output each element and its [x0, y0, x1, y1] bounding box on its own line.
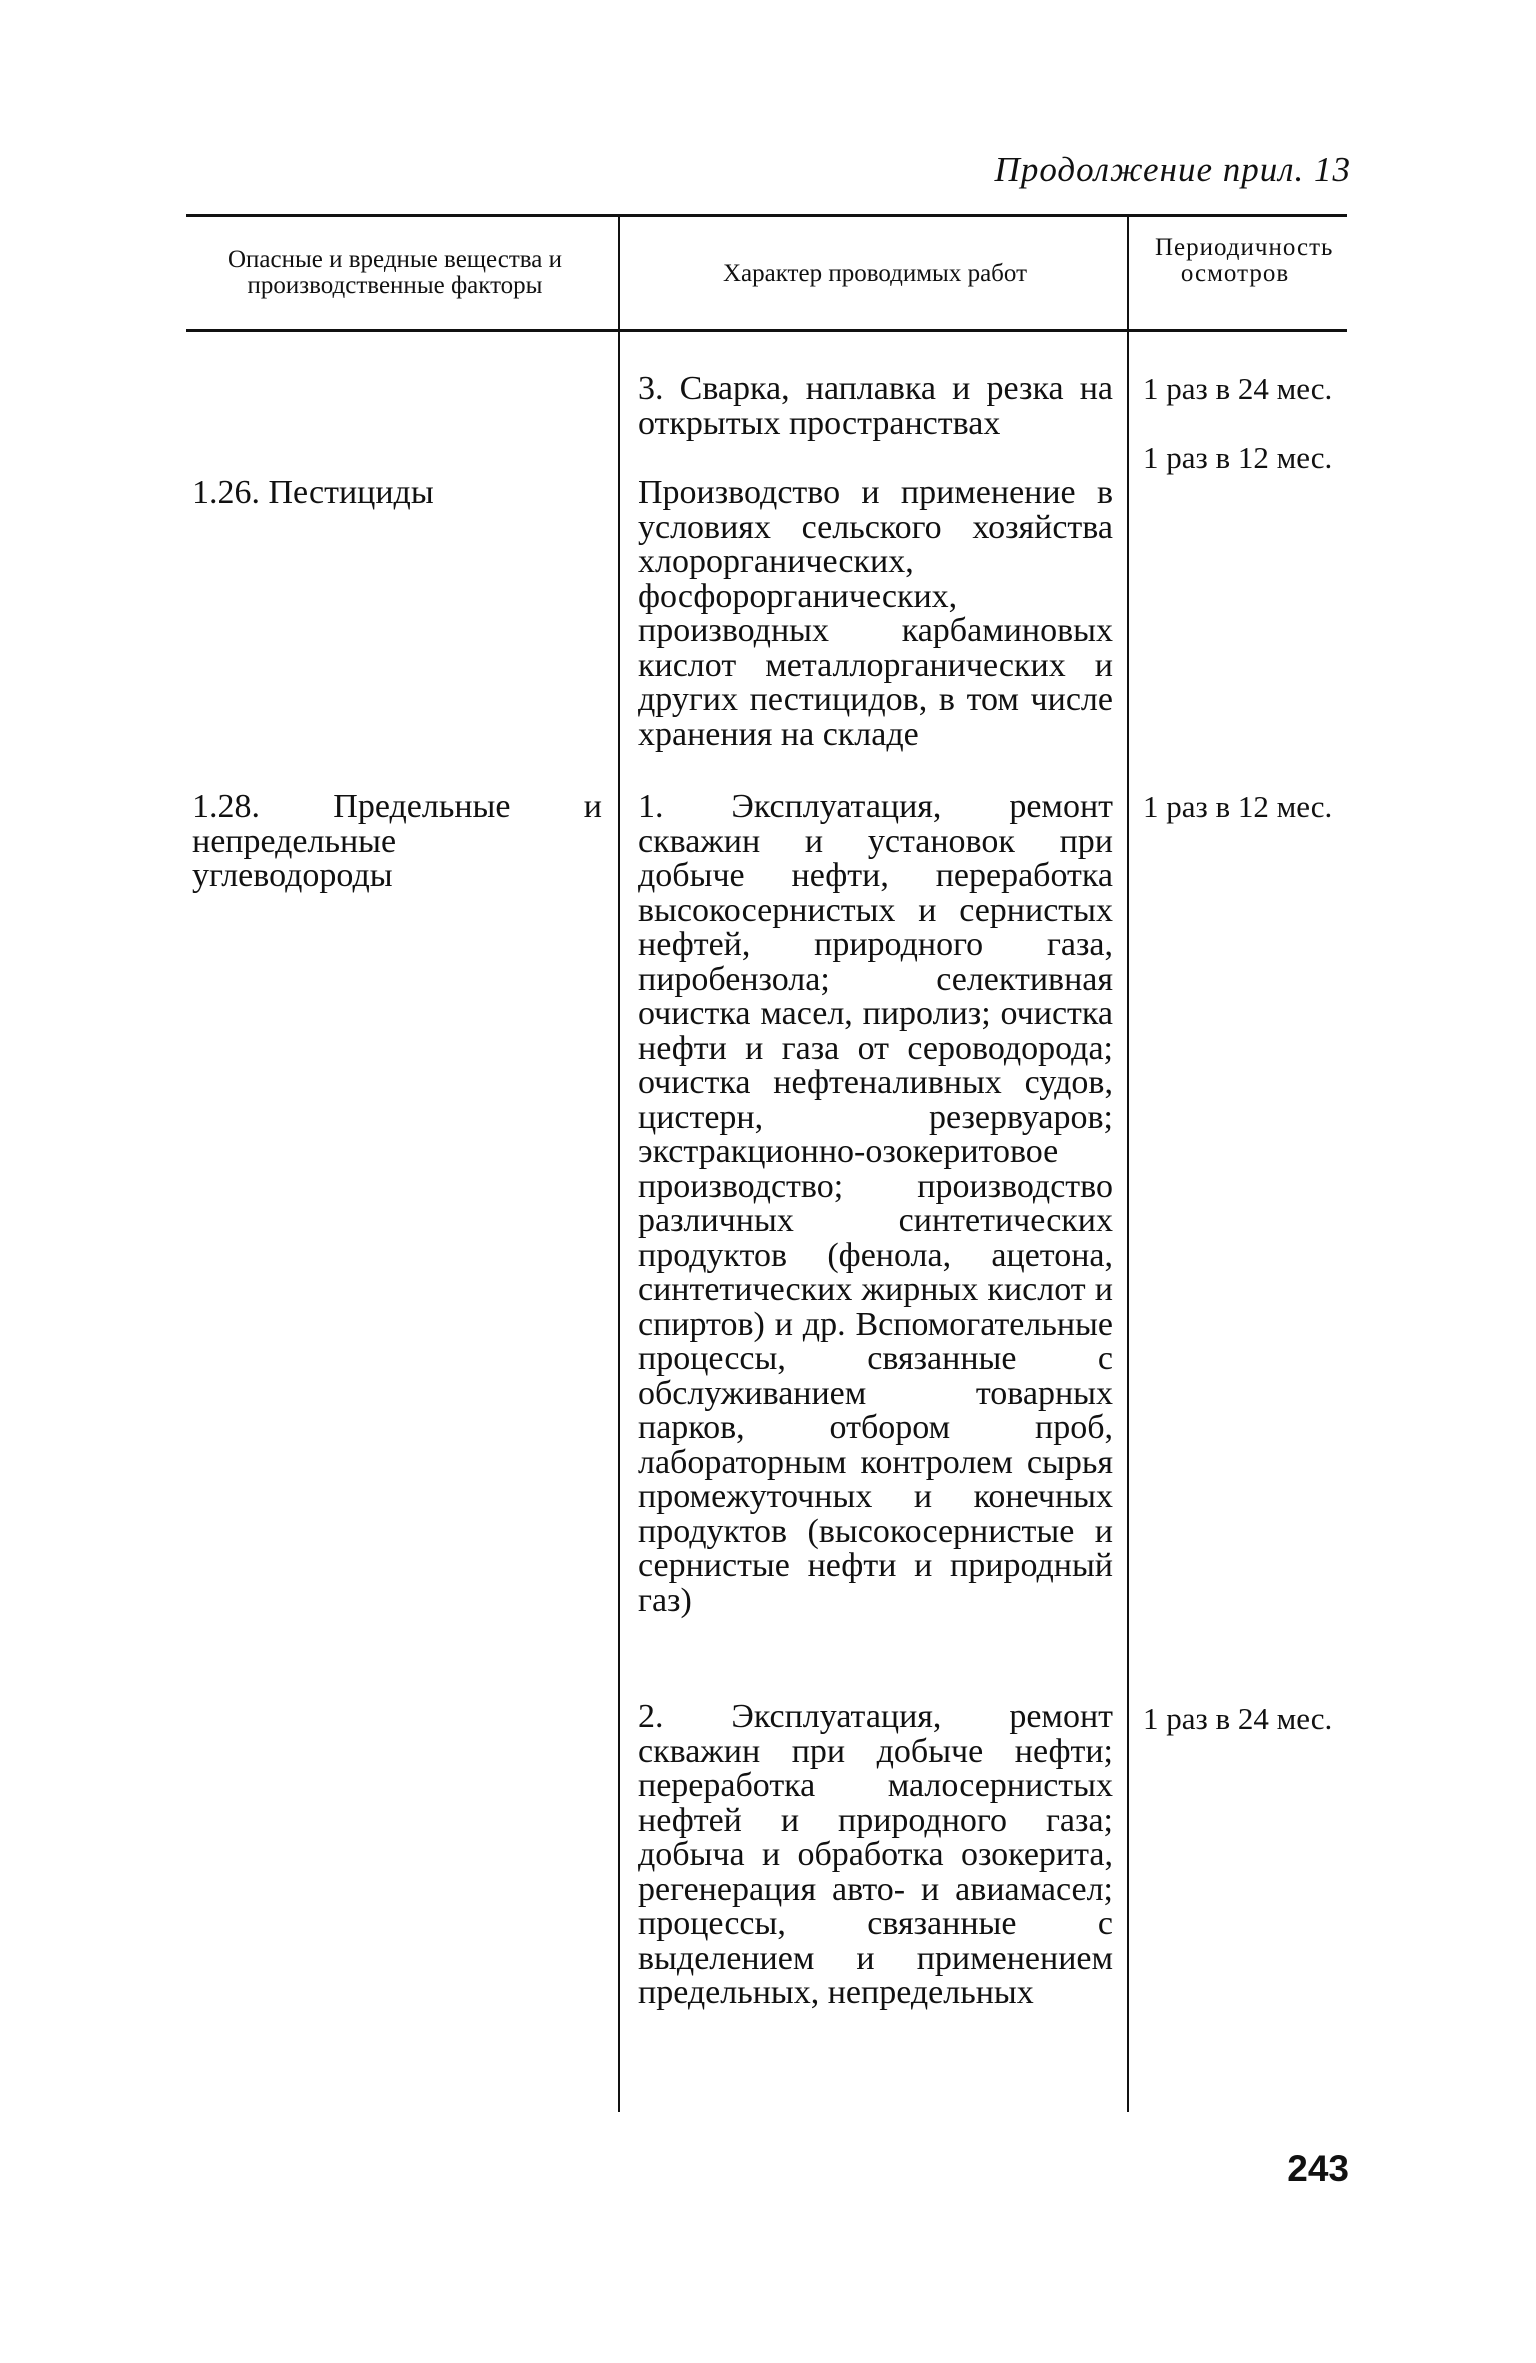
table-header-rule [186, 329, 1347, 332]
header-work: Характер проводимых работ [722, 260, 1027, 287]
page-number: 243 [1287, 2148, 1349, 2189]
column-divider-2 [1127, 216, 1129, 2112]
table-row-2-factor: 1.26. Пестициды [192, 474, 434, 511]
table-row-4-period: 1 раз в 24 мес. [1143, 1701, 1333, 1736]
table-row-3-factor: 1.28. Предельные и непредельные углеводороды [192, 788, 602, 894]
table-top-rule [186, 214, 1347, 217]
table-row-1-work: 3. Сварка, наплавка и резка на открытых пространствах [638, 370, 1113, 442]
header-factors: Опасные и вредные вещества и производственные факторы [227, 246, 563, 299]
table-row-3-work: 1. Эксплуатация, ремонт скважин и установок при добыче нефти, переработка высокосернистых и сернистых нефтей, природного газа, пиробензола; селективная очистка масел, пиролиз; очистка нефти и газа от сероводорода; очистка нефтеналивных судов, цистерн, резервуаров; экстракционно-озокеритовое производство; производство различных синтетических продуктов (фенола, ацетона, синтетических жирных кислот и спиртов) и др. Вспомогательные процессы, связанные с обслуживанием товарных парков, отбором проб, лабораторным контролем сырья промежуточных и конечных продуктов (высокосернистые и сернистые нефти и природный газ) [638, 788, 1113, 1619]
column-divider-1 [618, 216, 620, 2112]
table-row-2-period: 1 раз в 12 мес. [1143, 440, 1333, 475]
table-row-4-work: 2. Эксплуатация, ремонт скважин при добыче нефти; переработка малосернистых нефтей и природного газа; добыча и обработка озокерита, регенерация авто- и авиамасел; процессы, связанные с выделением и применением предельных, непредельных [638, 1698, 1113, 2011]
header-periodicity: Периодичность осмотров [1155, 234, 1334, 287]
running-head: Продолжение прил. 13 [994, 150, 1351, 189]
table-row-1-period: 1 раз в 24 мес. [1143, 371, 1333, 406]
table-row-2-work: Производство и применение в условиях сельского хозяйства хлорорганических, фосфорорганических, производных карбаминовых кислот металлорганических и других пестицидов, в том числе хранения на складе [638, 474, 1113, 753]
table-row-3-period: 1 раз в 12 мес. [1143, 789, 1333, 824]
